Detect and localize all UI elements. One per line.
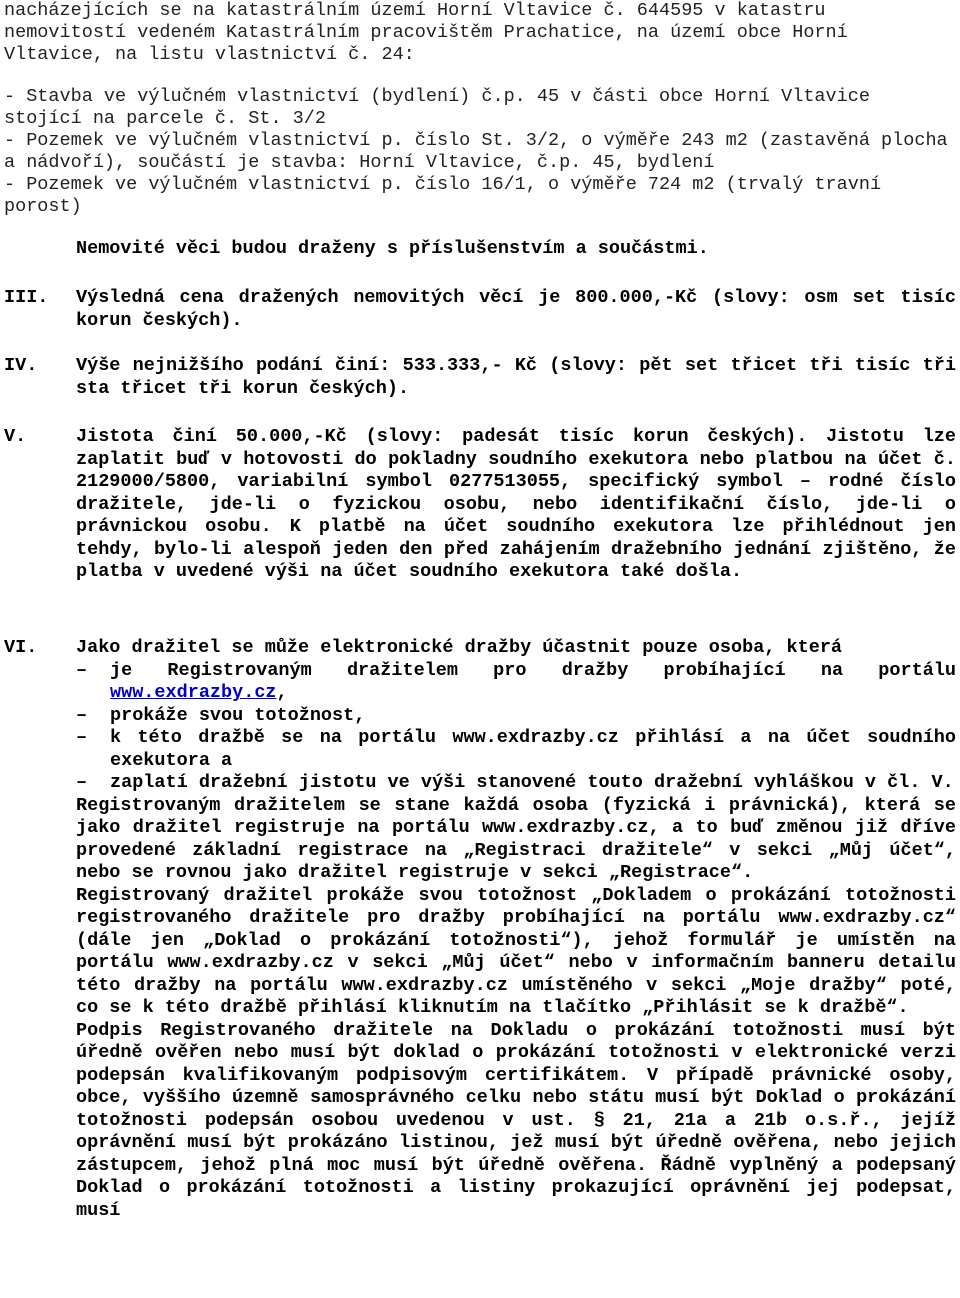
intro-block [4,0,956,218]
signature-paragraph: Podpis Registrovaného dražitele na Dokladu o prokázání totožnosti musí být úředně ověřen nebo musí být doklad o prokázání totožnosti v elektronické verzi podepsán kvalifikovaným podpisovým certifikátem. V případě právnické osoby, obce, vyššího územně samosprávného celku nebo státu musí být Doklad o prokázání totožnosti podepsán osobou uvedenou v ust. § 21, 21a a 21b o.s.ř., jejíž oprávnění musí být prokázáno listinou, jež musí být úředně ověřena, nebo jejich zástupcem, jehož plná moc musí být úředně ověřena. Řádně vyplněný a podepsaný Doklad o prokázání totožnosti a listiny prokazující oprávnění jej podepsat, musí [76,1019,956,1221]
section-text: Výše nejnižšího podání činí: 533.333,- Kč (slovy: pět set třicet tři tisíc tři sta třicet tři korun českých). [76,355,956,399]
section-lead: Jako dražitel se může elektronické dražby účastnit pouze osoba, která [76,637,843,658]
section-iii [4,287,956,332]
accessories-note: Nemovité věci budou draženy s příslušenstvím a součástmi. [76,238,709,259]
list-item: – prokáže svou totožnost, [76,704,366,726]
registration-paragraph: Registrovaným dražitelem se stane každá osoba (fyzická i právnická), která se jako dražitel registruje na portálu www.exdrazby.cz, a to buď změnou již dříve provedené základní registrace na „Registraci dražitele“ v sekci „Můj účet“, nebo se rovnou jako dražitel registruje v sekci „Registrace“. [76,794,956,883]
property-item-parcel-st: - Pozemek ve výlučném vlastnictví p. číslo St. 3/2, o výměře 243 m2 (zastavěná plocha a nádvoří), součástí je stavba: Horní Vltavice, č.p. 45, bydlení [4,130,948,173]
section-iv [4,355,956,400]
list-item: – je Registrovaným dražitelem pro dražby probíhající na portálu www.exdrazby.cz, [76,659,956,703]
section-text: Jistota činí 50.000,-Kč (slovy: padesát tisíc korun českých). Jistotu lze zaplatit buď v hotovosti do pokladny soudního exekutora nebo platbou na účet č. 2129000/5800, variabilní symbol 0277513055, specifický symbol – rodné číslo dražitele, jde-li o fyzickou osobu, nebo identifikační číslo, jde-li o právnickou osobu. K platbě na účet soudního exekutora lze přihlédnout jen tehdy, bylo-li alespoň jeden den před zahájením dražebního jednání zjištěno, že platba v uvedené výši na účet soudního exekutora také došla. [76,426,956,582]
identity-paragraph: Registrovaný dražitel prokáže svou totožnost „Dokladem o prokázání totožnosti registrovaného dražitele pro dražby probíhající na portálu www.exdrazby.cz“ (dále jen „Doklad o prokázání totožnosti“), jehož formulář je umístěn na portálu www.exdrazby.cz v sekci „Můj účet“ nebo v informačním banneru detailu této dražby na portálu www.exdrazby.cz umístěného v sekci „Moje dražby“ poté, co se k této dražbě přihlásí kliknutím na tlačítko „Přihlásit se k dražbě“. [76,884,956,1018]
list-item: – k této dražbě se na portálu www.exdrazby.cz přihlásí a na účet soudního exekutora a [76,727,956,771]
section-number: IV. [4,355,38,376]
list-item: – zaplatí dražební jistotu ve výši stanovené touto dražební vyhláškou v čl. V. [76,772,954,793]
section-vi [4,637,956,1222]
requirements-list [76,660,956,795]
section-number: VI. [4,637,38,658]
property-item-building: - Stavba ve výlučném vlastnictví (bydlení) č.p. 45 v části obce Horní Vltavice stojící na parcele č. St. 3/2 [4,86,870,129]
property-item-parcel-16: - Pozemek ve výlučném vlastnictví p. číslo 16/1, o výměře 724 m2 (trvalý travní porost) [4,174,882,217]
section-text: Výsledná cena dražených nemovitých věcí je 800.000,-Kč (slovy: osm set tisíc korun českých). [76,287,956,331]
exdrazby-link[interactable]: www.exdrazby.cz [110,682,277,703]
intro-paragraph: nacházejících se na katastrálním území Horní Vltavice č. 644595 v katastru nemovitostí vedeném Katastrálním pracovištěm Prachatice, na území obce Horní Vltavice, na listu vlastnictví č. 24: [4,0,848,65]
section-number: V. [4,426,27,447]
section-number: III. [4,287,49,308]
section-v [4,426,956,584]
